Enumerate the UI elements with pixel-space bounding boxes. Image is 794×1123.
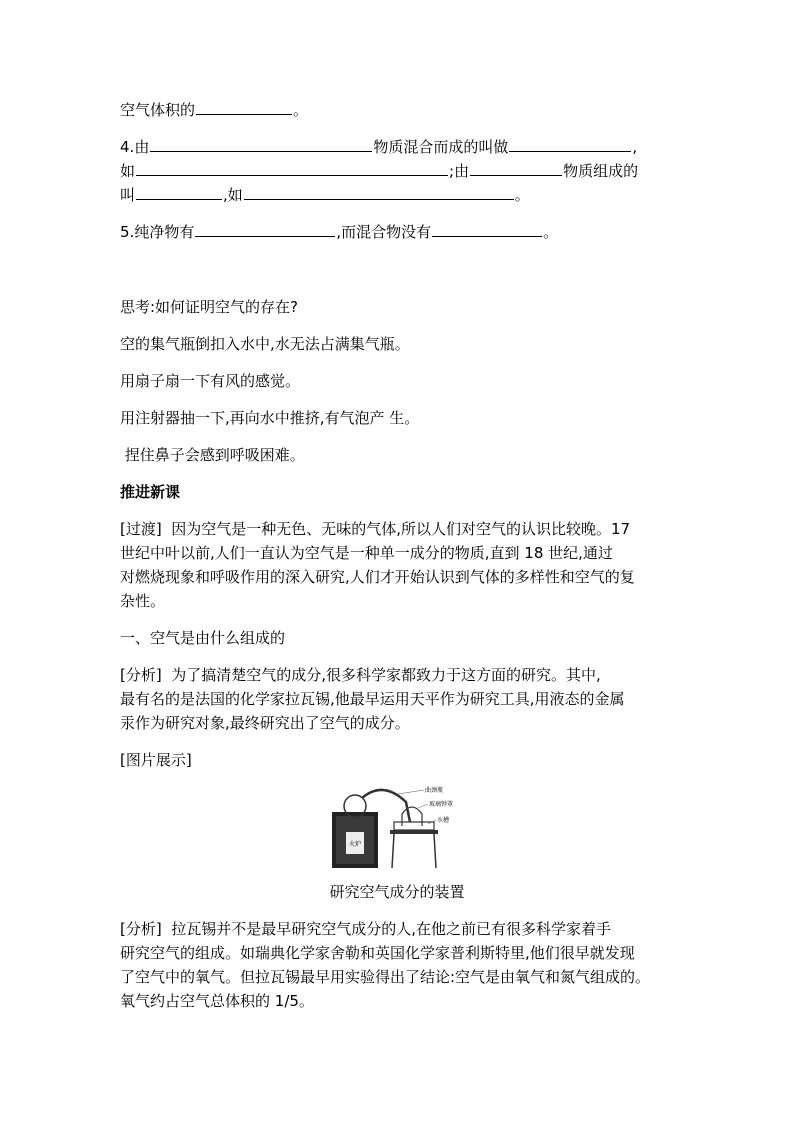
q5-num: 5.: [120, 223, 135, 241]
trough: [394, 822, 434, 830]
picture-label: [图片展示]: [120, 751, 192, 769]
transition-line: 世纪中叶以前,人们一直认为空气是一种单一成分的物质,直到 18 世纪,通过: [120, 544, 613, 562]
leader-line: [398, 790, 424, 794]
q3-blank[interactable]: [196, 100, 292, 115]
think-heading: 思考:如何证明空气的存在?: [120, 298, 299, 316]
q4-text-9: 。: [514, 186, 530, 204]
q4-text-2: 物质混合而成的叫做: [373, 138, 509, 156]
analysis2-line: 研究空气的组成。如瑞典化学家舍勒和英国化学家普利斯特里,他们很早就发现: [120, 944, 635, 962]
analysis2-line: 氧气约占空气总体积的 1/5。: [120, 992, 314, 1010]
q4-blank-1[interactable]: [150, 137, 372, 152]
think-item: 用注射器抽一下,再向水中推挤,有气泡产 生。: [120, 409, 420, 427]
analysis1-line: 最有名的是法国的化学家拉瓦锡,他最早运用天平作为研究工具,用液态的金属: [120, 690, 625, 708]
q5-line: [120, 222, 558, 242]
transition-line: [过渡] 因为空气是一种无色、无味的气体,所以人们对空气的认识比较晚。17: [120, 520, 631, 538]
section1-title: 一、空气是由什么组成的: [120, 629, 286, 647]
q4-blank-6[interactable]: [244, 185, 514, 200]
apparatus-figure: [328, 782, 468, 872]
think-item: 用扇子扇一下有风的感觉。: [120, 372, 301, 390]
q4-text-6: 物质组成的: [563, 162, 639, 180]
q3-tail-line: [120, 100, 308, 120]
furnace-label: 火炉: [348, 841, 362, 848]
q3-tail-suffix: 。: [293, 101, 309, 119]
new-lesson-heading: 推进新课: [120, 483, 181, 501]
q4-text-7: 叫: [120, 186, 136, 204]
trough-label: 水槽: [437, 817, 450, 824]
q4-line-3: [120, 185, 530, 205]
think-item: 空的集气瓶倒扣入水中,水无法占满集气瓶。: [120, 335, 410, 353]
leader-line: [418, 804, 428, 808]
q5-blank-1[interactable]: [195, 222, 335, 237]
stand-top: [390, 830, 438, 834]
q4-blank-3[interactable]: [136, 161, 448, 176]
think-item: 捏住鼻子会感到呼吸困难。: [120, 446, 305, 464]
stand-leg: [392, 834, 394, 868]
transition-line: 杂性。: [120, 592, 166, 610]
q4-line-1: [120, 137, 637, 157]
bell-jar: [402, 807, 422, 826]
analysis2-line: 了空气中的氧气。但拉瓦锡最早用实验得出了结论:空气是由氧气和氮气组成的。: [120, 968, 651, 986]
q4-blank-5[interactable]: [136, 185, 222, 200]
q5-text-1: 纯净物有: [134, 223, 195, 241]
q4-text-8: ,如: [223, 186, 243, 204]
q4-blank-2[interactable]: [509, 137, 631, 152]
q4-text-1: 由: [134, 138, 150, 156]
q4-line-2: [120, 161, 638, 181]
q5-blank-2[interactable]: [432, 222, 542, 237]
analysis2-line: [分析] 拉瓦锡并不是最早研究空气成分的人,在他之前已有很多科学家着手: [120, 920, 612, 938]
q3-tail-prefix: 空气体积的: [120, 101, 196, 119]
transition-line: 对燃烧现象和呼吸作用的深入研究,人们才开始认识到气体的多样性和空气的复: [120, 568, 635, 586]
q4-num: 4.: [120, 138, 135, 156]
bell-jar-label: 玻璃钟罩: [429, 801, 454, 808]
q4-text-3: ,: [632, 138, 638, 156]
q5-text-2: ,而混合物没有: [336, 223, 432, 241]
retort-label: 曲颈瓶: [425, 787, 444, 794]
q4-text-5: ;由: [449, 162, 470, 180]
q4-blank-4[interactable]: [470, 161, 562, 176]
q5-text-3: 。: [543, 223, 559, 241]
q4-text-4: 如: [120, 162, 136, 180]
analysis1-line: [分析] 为了搞清楚空气的成分,很多科学家都致力于这方面的研究。其中,: [120, 666, 601, 684]
analysis1-line: 汞作为研究对象,最终研究出了空气的成分。: [120, 714, 410, 732]
stand-leg: [434, 834, 436, 868]
figure-caption: 研究空气成分的装置: [329, 883, 465, 901]
